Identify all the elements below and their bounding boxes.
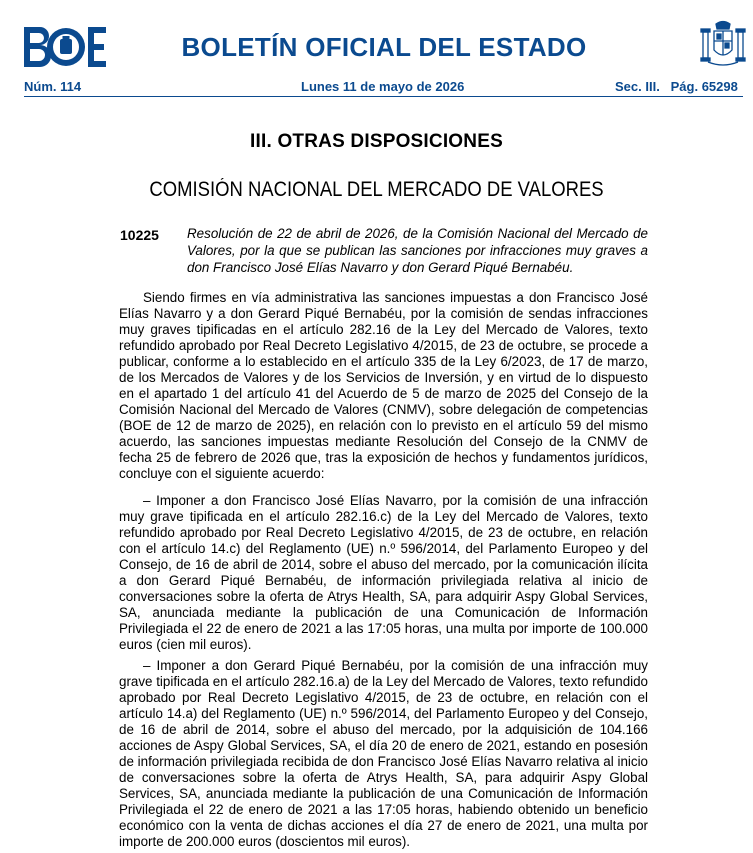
resolution-title: Resolución de 22 de abril de 2026, de la Comisión Nacional del Mercado de Valores, por la que se publican las sanciones por infracciones muy graves a don Francisco José Elías Navarro y don Gerard Piqué Bernabéu.: [187, 226, 648, 275]
issue-date: Lunes 11 de mayo de 2026: [301, 79, 465, 94]
issue-meta-bar: [24, 79, 743, 97]
boe-logo-icon: [24, 27, 106, 67]
section-title: III. OTRAS DISPOSICIONES: [250, 131, 503, 152]
page-header: [0, 0, 753, 96]
organization-title: COMISIÓN NACIONAL DEL MERCADO DE VALORES: [149, 178, 604, 201]
reference-number: 10225: [120, 227, 159, 243]
body-paragraph: – Imponer a don Gerard Piqué Bernabéu, por la comisión de una infracción muy grave tipificada en el artículo 282.16.a) de la Ley del Mercado de Valores, texto refundido aprobado por Real Decreto Legislativo 4/2015, de 23 de octubre, en relación con el artículo 14.a) del Reglamento (UE) n.º 596/2014, del Parlamento Europeo y del Consejo, de 16 de abril de 2014, sobre el abuso del mercado, por la adquisición de 104.166 acciones de Aspy Global Services, SA, el día 20 de enero de 2021, estando en posesión de información privilegiada recibida de don Francisco José Elías Navarro relativa al inicio de conversaciones sobre la oferta de Atrys Health, SA, para adquirir Aspy Global Services, SA, anunciada mediante la publicación de una Comunicación de Información Privilegiada el 22 de enero de 2021 a las 17:05 horas, habiendo obtenido un beneficio económico con la venta de dichas acciones el día 27 de enero de 2021, una multa por importe de 200.000 euros (doscientos mil euros).: [119, 658, 649, 849]
section-page: Sec. III. Pág. 65298: [615, 79, 738, 94]
body-paragraph: – Imponer a don Francisco José Elías Navarro, por la comisión de una infracción muy grave tipificada en el artículo 282.16.c) de la Ley del Mercado de Valores, texto refundido aprobado por Real Decreto Legislativo 4/2015, de 23 de octubre, en relación con el artículo 14.c) del Reglamento (UE) n.º 596/2014, del Parlamento Europeo y del Consejo, de 16 de abril de 2014, sobre el abuso del mercado, por la comunicación ilícita a don Gerard Piqué Bernabéu, de información privilegiada relativa al inicio de conversaciones sobre la oferta de Atrys Health, SA, para adquirir Aspy Global Services, SA, anunciada mediante la publicación de una Comunicación de Información Privilegiada el 22 de enero de 2021 a las 17:05 horas, una multa por importe de 100.000 euros (cien mil euros).: [119, 493, 648, 652]
coat-of-arms-icon: [700, 20, 746, 68]
body-paragraph: Siendo firmes en vía administrativa las sanciones impuestas a don Francisco José Elías Navarro y a don Gerard Piqué Bernabéu, por la comisión de sendas infracciones muy graves tipificadas en el artículo 282.16 de la Ley del Mercado de Valores, texto refundido aprobado por Real Decreto Legislativo 4/2015, de 23 de octubre, se procede a publicar, conforme a lo establecido en el artículo 335 de la Ley 6/2023, de 17 de marzo, de los Mercados de Valores y de los Servicios de Inversión, y en virtud de lo dispuesto en el apartado 1 del artículo 41 del Acuerdo de 5 de marzo de 2025 del Consejo de la Comisión Nacional del Mercado de Valores (CNMV), sobre delegación de competencias (BOE de 12 de marzo de 2025), en relación con lo previsto en el artículo 59 del mismo acuerdo, las sanciones impuestas mediante Resolución del Consejo de la CNMV de fecha 25 de febrero de 2026 que, tras la exposición de hechos y fundamentos jurídicos, concluye con el siguiente acuerdo:: [119, 290, 648, 481]
issue-number: Núm. 114: [24, 79, 82, 94]
journal-title: BOLETÍN OFICIAL DEL ESTADO: [181, 32, 587, 62]
document-body: [119, 290, 648, 850]
